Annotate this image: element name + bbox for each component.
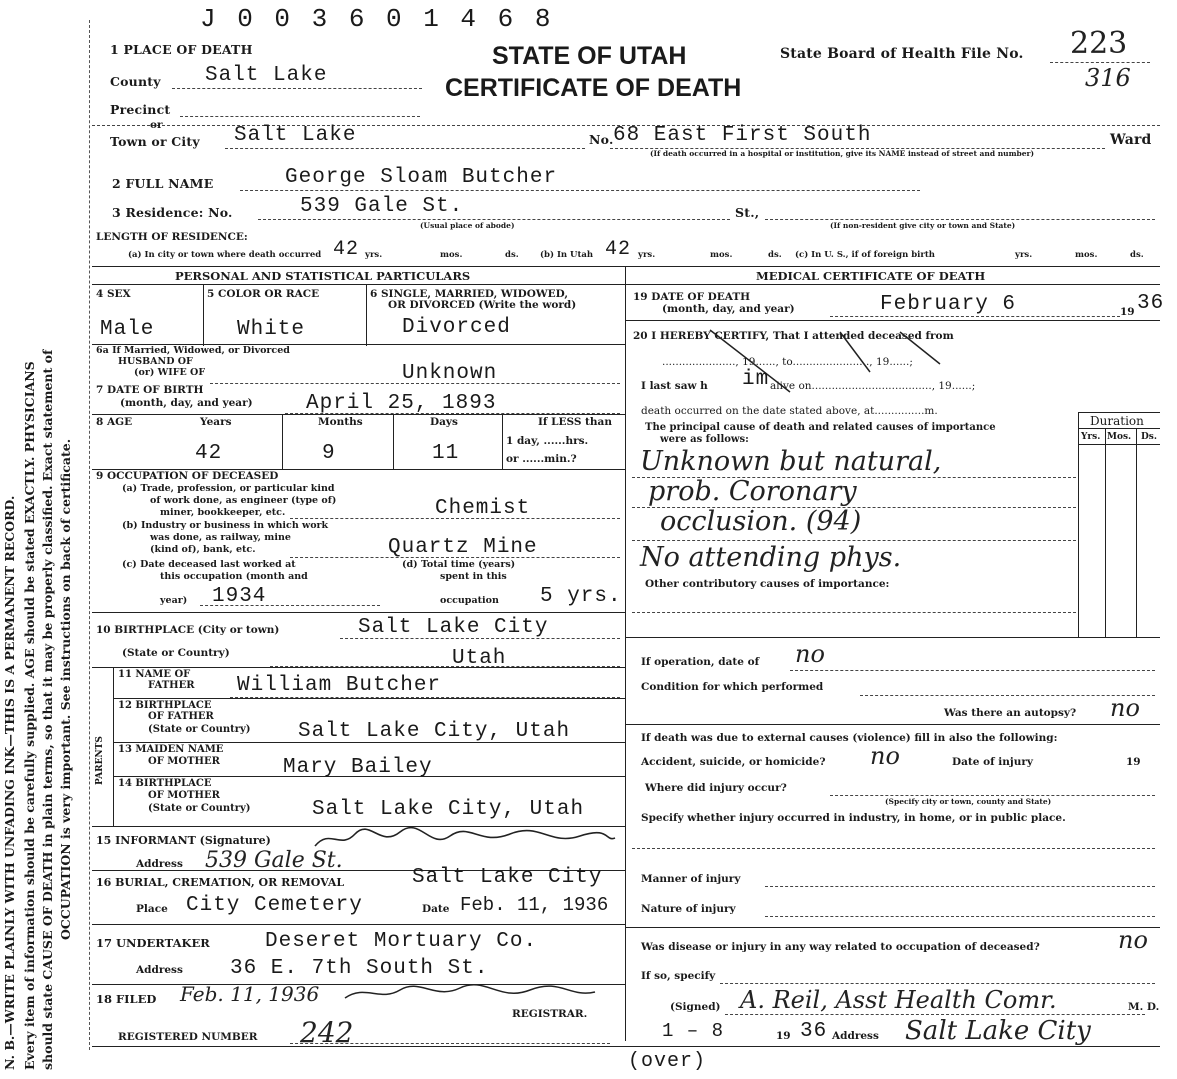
certificate-title: CERTIFICATE OF DEATH bbox=[445, 74, 742, 102]
date-of-death: February 6 bbox=[880, 293, 1017, 316]
father-birthplace: Salt Lake City, Utah bbox=[298, 720, 571, 743]
physician-address-label: Address bbox=[832, 1030, 879, 1042]
less-label-1: If LESS than bbox=[538, 416, 612, 428]
rule-burial bbox=[92, 924, 625, 925]
town-line bbox=[225, 148, 585, 149]
last-worked-line bbox=[200, 605, 380, 606]
lor-a-mos: mos. bbox=[440, 250, 463, 260]
duration-ds: Ds. bbox=[1141, 432, 1158, 442]
reg-no-line bbox=[290, 1043, 610, 1044]
birthplace-city-line bbox=[340, 638, 620, 639]
mbirth-label-2: OF MOTHER bbox=[148, 790, 220, 801]
alive-on-line: alive on...................................., 19......; bbox=[770, 380, 976, 392]
undertaker-name: Deseret Mortuary Co. bbox=[265, 930, 538, 953]
medical-header: MEDICAL CERTIFICATE OF DEATH bbox=[756, 269, 986, 283]
manner-label: Manner of injury bbox=[641, 873, 741, 885]
lor-a-years: 42 bbox=[333, 238, 360, 261]
undertaker-label: 17 UNDERTAKER bbox=[96, 936, 210, 950]
physician-signature: A. Reil, Asst Health Comr. bbox=[740, 986, 1057, 1014]
physician-address: Salt Lake City bbox=[905, 1016, 1091, 1046]
sex-label: 4 SEX bbox=[96, 288, 131, 300]
birthplace-label: 10 BIRTHPLACE (City or town) bbox=[96, 624, 280, 636]
occ-a-3: miner, bookkeeper, etc. bbox=[160, 507, 286, 518]
lor-b-yrs: yrs. bbox=[638, 250, 656, 260]
precinct-label: Precinct bbox=[110, 102, 171, 117]
residence-value: 539 Gale St. bbox=[300, 195, 464, 218]
burial-label: 16 BURIAL, CREMATION, OR REMOVAL bbox=[96, 876, 345, 889]
certify-label: 20 I HEREBY CERTIFY, That I attended deceased from bbox=[633, 330, 954, 342]
rule-row-9 bbox=[92, 612, 625, 613]
where-note: (Specify city or town, county and State) bbox=[885, 797, 1052, 806]
duration-div-2 bbox=[1136, 428, 1137, 637]
occ-c-1: (c) Date deceased last worked at bbox=[122, 559, 296, 570]
mbirth-label-3: (State or Country) bbox=[148, 803, 251, 814]
ward-label: Ward bbox=[1110, 132, 1152, 148]
file-no-label: State Board of Health File No. bbox=[780, 46, 1024, 62]
registered-number: 242 bbox=[300, 1016, 354, 1049]
rule-row-7 bbox=[92, 414, 625, 415]
lor-a-ds: ds. bbox=[505, 250, 519, 260]
operation-line bbox=[790, 670, 1155, 671]
side-note-1: N. B.—WRITE PLAINLY WITH UNFADING INK—THIS IS A PERMANENT RECORD. bbox=[2, 495, 17, 1070]
st-label: St., bbox=[735, 205, 760, 220]
duration-mos: Mos. bbox=[1107, 432, 1132, 442]
occurred-line: death occurred on the date stated above, at...............m. bbox=[641, 405, 938, 417]
parents-divider bbox=[113, 667, 114, 827]
serial-number: J 0 0 3 6 0 1 4 6 8 bbox=[200, 4, 554, 34]
lor-b-ds: ds. bbox=[768, 250, 782, 260]
dob-label-2: (month, day, and year) bbox=[120, 397, 253, 409]
occ-a-2: of work done, as engineer (type of) bbox=[150, 495, 337, 506]
lor-c-yrs: yrs. bbox=[1015, 250, 1033, 260]
age-years: 42 bbox=[195, 442, 223, 465]
duration-top bbox=[1078, 412, 1160, 413]
length-residence-label: LENGTH OF RESIDENCE: bbox=[96, 231, 248, 243]
dob-value: April 25, 1893 bbox=[306, 392, 497, 415]
spouse-value: Unknown bbox=[402, 362, 498, 385]
side-note-4: OCCUPATION is very important. See instructions on back of certificate. bbox=[58, 438, 73, 940]
other-causes-label: Other contributory causes of importance: bbox=[645, 578, 890, 590]
parents-side-label: PARENTS bbox=[95, 736, 105, 785]
rule-nature bbox=[625, 927, 1160, 928]
condition-label: Condition for which performed bbox=[641, 681, 824, 693]
accident-label: Accident, suicide, or homicide? bbox=[641, 756, 826, 768]
lor-a-label: (a) In city or town where death occurred bbox=[128, 250, 322, 260]
lor-c-mos: mos. bbox=[1075, 250, 1098, 260]
section-top-rule bbox=[92, 266, 1160, 267]
county-line bbox=[172, 88, 422, 89]
fbirth-label-1: 12 BIRTHPLACE bbox=[118, 700, 212, 711]
precinct-line bbox=[180, 116, 420, 117]
last-saw-value: im bbox=[742, 368, 770, 391]
occ-d-3: occupation bbox=[440, 595, 499, 606]
dod-line bbox=[830, 316, 1120, 317]
filed-date: Feb. 11, 1936 bbox=[180, 982, 320, 1006]
occupation-label: 9 OCCUPATION OF DECEASED bbox=[96, 470, 279, 482]
file-no-line bbox=[1050, 62, 1150, 63]
color-value: White bbox=[237, 318, 306, 341]
md-label: M. D. bbox=[1128, 1001, 1160, 1013]
lor-b-years: 42 bbox=[605, 238, 632, 261]
months-label: Months bbox=[318, 416, 363, 428]
occ-c-3: year) bbox=[160, 595, 188, 606]
signed-year: 36 bbox=[800, 1020, 828, 1043]
occupation-value: Chemist bbox=[435, 497, 531, 520]
sex-color-divider bbox=[203, 284, 204, 346]
informant-address-label: Address bbox=[136, 858, 183, 870]
other-rule-1 bbox=[632, 612, 1076, 613]
town-label: Town or City bbox=[110, 134, 200, 149]
occ-d-1: (d) Total time (years) bbox=[402, 559, 516, 570]
age-label: 8 AGE bbox=[96, 416, 133, 428]
signed-date: 1 – 8 bbox=[662, 1020, 725, 1042]
nature-label: Nature of injury bbox=[641, 903, 736, 915]
county-value: Salt Lake bbox=[205, 64, 328, 87]
occ-d-2: spent in this bbox=[440, 571, 507, 582]
filed-label: 18 FILED bbox=[96, 992, 157, 1006]
center-divider bbox=[625, 266, 626, 1041]
rule-dod bbox=[625, 320, 1160, 321]
operation-value: no bbox=[795, 640, 825, 668]
spouse-label-2: HUSBAND OF bbox=[118, 356, 193, 367]
mother-birthplace: Salt Lake City, Utah bbox=[312, 798, 585, 821]
age-days: 11 bbox=[432, 442, 460, 465]
spouse-label-1: 6a If Married, Widowed, or Divorced bbox=[96, 345, 290, 356]
rule-father bbox=[113, 698, 625, 699]
duration-left bbox=[1078, 412, 1079, 637]
age-div-2 bbox=[393, 414, 394, 470]
personal-header: PERSONAL AND STATISTICAL PARTICULARS bbox=[175, 269, 471, 283]
manner-line bbox=[765, 886, 1155, 887]
st-line bbox=[765, 219, 1155, 220]
full-name-label: 2 FULL NAME bbox=[112, 176, 214, 191]
duration-div-1 bbox=[1105, 428, 1106, 637]
dod-label-1: 19 DATE OF DEATH bbox=[633, 291, 751, 303]
signed-year-label: 19 bbox=[776, 1030, 791, 1042]
age-months: 9 bbox=[322, 442, 336, 465]
nature-line bbox=[765, 916, 1155, 917]
marital-value: Divorced bbox=[402, 316, 511, 339]
mother-label-1: 13 MAIDEN NAME bbox=[118, 744, 224, 755]
address-no-label: No. bbox=[589, 132, 614, 147]
registrar-signature bbox=[340, 978, 600, 1008]
duration-label: Duration bbox=[1090, 414, 1144, 428]
mother-label-2: OF MOTHER bbox=[148, 756, 220, 767]
operation-label: If operation, date of bbox=[641, 656, 760, 668]
autopsy-label: Was there an autopsy? bbox=[944, 707, 1077, 719]
rule-medical-header bbox=[625, 284, 1160, 285]
years-label: Years bbox=[200, 416, 232, 428]
lor-a-yrs: yrs. bbox=[365, 250, 383, 260]
burial-date: Feb. 11, 1936 bbox=[460, 894, 609, 916]
industry-value: Quartz Mine bbox=[388, 536, 538, 559]
marital-label-1: 6 SINGLE, MARRIED, WIDOWED, bbox=[370, 288, 569, 300]
name-line bbox=[240, 190, 920, 191]
mother-name: Mary Bailey bbox=[283, 756, 433, 779]
cause-line-2: prob. Coronary bbox=[648, 476, 857, 507]
birthplace-state-label: (State or Country) bbox=[122, 647, 230, 659]
burial-city: Salt Lake City bbox=[412, 866, 603, 889]
last-worked-value: 1934 bbox=[212, 585, 267, 608]
occ-b-1: (b) Industry or business in which work bbox=[122, 520, 329, 531]
file-no-2: 316 bbox=[1085, 64, 1131, 92]
registrar-label: REGISTRAR. bbox=[512, 1008, 588, 1020]
burial-place-label: Place bbox=[136, 903, 168, 915]
over-label: (over) bbox=[628, 1050, 707, 1073]
industry-line bbox=[290, 557, 620, 558]
hospital-note: (If death occurred in a hospital or institution, give its NAME instead of street and number) bbox=[650, 149, 1035, 158]
rule-under-personal-header bbox=[92, 284, 625, 285]
fbirth-label-3: (State or Country) bbox=[148, 724, 251, 735]
lor-c-label: (c) In U. S., if of foreign birth bbox=[795, 250, 935, 260]
cause-line-3: occlusion. (94) bbox=[660, 506, 862, 537]
occ-b-3: (kind of), bank, etc. bbox=[150, 544, 256, 555]
disease-label: Was disease or injury in any way related to occupation of deceased? bbox=[641, 941, 1040, 953]
rule-causes bbox=[625, 637, 1160, 638]
autopsy-value: no bbox=[1110, 694, 1140, 722]
signed-line bbox=[725, 1014, 1145, 1015]
father-label-1: 11 NAME OF bbox=[118, 669, 191, 680]
cause-line-1: Unknown but natural, bbox=[640, 446, 942, 477]
father-label-2: FATHER bbox=[148, 680, 195, 691]
lor-c-ds: ds. bbox=[1130, 250, 1144, 260]
duration-bottom bbox=[1078, 444, 1160, 445]
left-border bbox=[89, 20, 90, 1050]
specify-line bbox=[632, 848, 1155, 849]
residence-label: 3 Residence: No. bbox=[112, 205, 233, 220]
occ-b-2: was done, as railway, mine bbox=[150, 532, 291, 543]
duration-mid bbox=[1078, 428, 1160, 429]
lor-b-mos: mos. bbox=[710, 250, 733, 260]
dod-year-label: 19 bbox=[1120, 306, 1135, 318]
less-label-3: or ......min.? bbox=[506, 453, 577, 465]
attended-from-line: ......................, 19......, to......................., 19......; bbox=[662, 356, 913, 368]
injury-date-label: Date of injury bbox=[952, 756, 1033, 768]
dob-label-1: 7 DATE OF BIRTH bbox=[96, 384, 204, 396]
color-label: 5 COLOR OR RACE bbox=[207, 288, 320, 300]
usual-abode-note: (Usual place of abode) bbox=[420, 221, 515, 230]
rule-mother bbox=[113, 776, 625, 777]
last-saw-label: I last saw h bbox=[641, 380, 708, 392]
rule-autopsy bbox=[625, 724, 1160, 725]
total-time-value: 5 yrs. bbox=[540, 585, 622, 608]
if-so-line bbox=[720, 983, 1155, 984]
marital-label-2: OR DIVORCED (Write the word) bbox=[388, 299, 577, 311]
full-name: George Sloam Butcher bbox=[285, 166, 558, 189]
burial-place: City Cemetery bbox=[186, 894, 363, 917]
where-label: Where did injury occur? bbox=[645, 782, 787, 794]
sex-value: Male bbox=[100, 318, 155, 341]
residence-line bbox=[258, 219, 730, 220]
mbirth-label-1: 14 BIRTHPLACE bbox=[118, 778, 212, 789]
county-label: County bbox=[110, 74, 161, 89]
cause-rule-3 bbox=[632, 540, 1076, 541]
state-title: STATE OF UTAH bbox=[492, 42, 687, 70]
principal-cause-2: were as follows: bbox=[660, 434, 749, 445]
rule-fbirth bbox=[113, 742, 625, 743]
disease-value: no bbox=[1118, 926, 1148, 954]
age-div-3 bbox=[502, 414, 503, 470]
burial-date-label: Date bbox=[422, 903, 450, 915]
bottom-rule bbox=[92, 1046, 1160, 1047]
rule-row-10 bbox=[92, 667, 625, 668]
side-note-2: Every item of information should be carefully supplied. AGE should be stated EXACTLY. PHYSICIANS bbox=[22, 361, 37, 1070]
lor-b-label: (b) In Utah bbox=[540, 250, 594, 260]
birthplace-city: Salt Lake City bbox=[358, 616, 549, 639]
days-label: Days bbox=[430, 416, 458, 428]
external-label: If death was due to external causes (violence) fill in also the following: bbox=[641, 732, 1058, 744]
where-line bbox=[830, 795, 1155, 796]
accident-value: no bbox=[870, 742, 900, 770]
nonresident-note: (If non-resident give city or town and State) bbox=[830, 221, 1016, 230]
father-name: William Butcher bbox=[237, 674, 442, 697]
if-so-label: If so, specify bbox=[641, 970, 716, 982]
occ-a-1: (a) Trade, profession, or particular kind bbox=[122, 483, 335, 494]
injury-year-label: 19 bbox=[1126, 756, 1141, 768]
side-note-3: should state CAUSE OF DEATH in plain terms, so that it may be properly classified. Exact statement of bbox=[40, 349, 55, 1070]
place-of-death-label: 1 PLACE OF DEATH bbox=[110, 42, 253, 57]
dod-label-2: (month, day, and year) bbox=[662, 303, 795, 315]
spouse-line bbox=[210, 383, 620, 384]
registered-number-label: REGISTERED NUMBER bbox=[118, 1031, 258, 1043]
or-label: or bbox=[150, 119, 163, 131]
undertaker-address-label: Address bbox=[136, 964, 183, 976]
principal-cause-1: The principal cause of death and related causes of importance bbox=[645, 422, 996, 433]
occupation-line bbox=[290, 518, 620, 519]
dod-year: 36 bbox=[1137, 292, 1165, 315]
birthplace-state: Utah bbox=[452, 647, 507, 670]
less-label-2: 1 day, ......hrs. bbox=[506, 435, 589, 447]
file-no: 223 bbox=[1070, 26, 1128, 61]
informant-address: 539 Gale St. bbox=[205, 848, 343, 873]
occ-c-2: this occupation (month and bbox=[160, 571, 308, 582]
specify-label: Specify whether injury occurred in industry, in home, or in public place. bbox=[641, 812, 1066, 824]
informant-label: 15 INFORMANT (Signature) bbox=[96, 834, 271, 847]
death-address: 68 East First South bbox=[613, 124, 872, 147]
duration-yrs: Yrs. bbox=[1081, 432, 1101, 442]
color-marital-divider bbox=[366, 284, 367, 346]
signed-label: (Signed) bbox=[670, 1001, 721, 1013]
fbirth-label-2: OF FATHER bbox=[148, 711, 214, 722]
cause-line-4: No attending phys. bbox=[640, 542, 902, 573]
undertaker-address: 36 E. 7th South St. bbox=[230, 957, 489, 980]
spouse-label-3: (or) WIFE OF bbox=[134, 367, 206, 378]
informant-signature bbox=[310, 820, 620, 858]
age-div-1 bbox=[282, 414, 283, 470]
town-value: Salt Lake bbox=[234, 124, 357, 147]
